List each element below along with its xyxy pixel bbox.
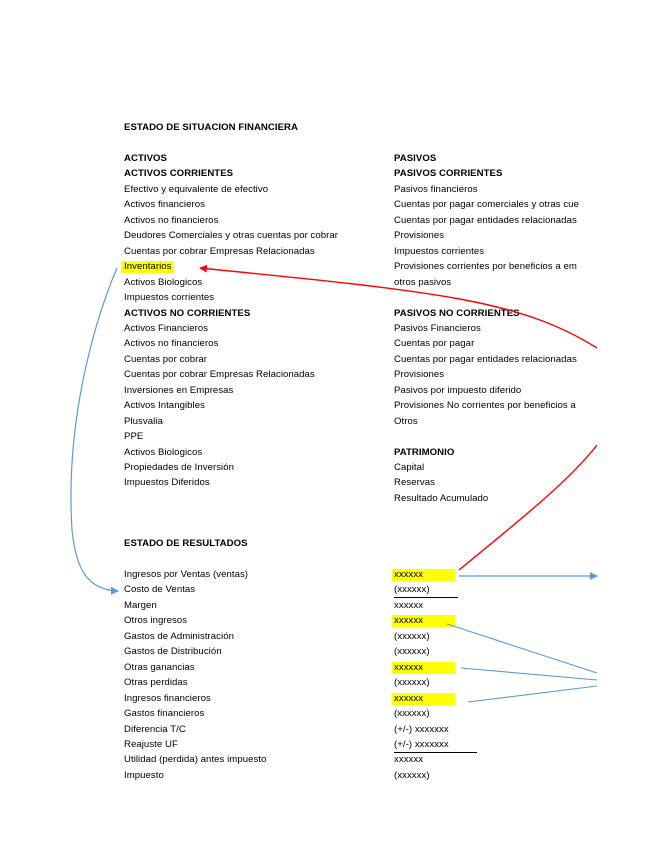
income-row-label: Costo de Ventas	[124, 584, 196, 596]
income-row-value: (+/-) xxxxxxx	[394, 723, 449, 735]
income-row-label: Reajuste UF	[124, 738, 178, 750]
asset-current-item: Activos financieros	[124, 199, 205, 211]
asset-noncurrent-item: PPE	[124, 431, 144, 443]
income-row-value: (xxxxxx)	[394, 769, 430, 781]
income-row-label: Otras ganancias	[124, 661, 195, 673]
equity-item: Reservas	[394, 477, 435, 489]
income-row-value: (+/-) xxxxxxx	[394, 739, 477, 753]
liabilities-noncurrent-heading: PASIVOS NO CORRIENTES	[394, 307, 520, 319]
asset-noncurrent-item: Cuentas por cobrar	[124, 353, 208, 365]
income-row-value: xxxxxx	[392, 569, 455, 581]
asset-current-item: Activos Biologicos	[124, 276, 203, 288]
equity-heading: PATRIMONIO	[394, 446, 455, 458]
liability-noncurrent-item: Cuentas por pagar	[394, 338, 475, 350]
assets-current-heading: ACTIVOS CORRIENTES	[124, 168, 234, 180]
asset-noncurrent-item: Plusvalia	[124, 415, 163, 427]
liability-noncurrent-item: Cuentas por pagar entidades relacionadas	[394, 353, 577, 365]
income-row-label: Otras perdidas	[124, 677, 188, 689]
inventarios-item: Inventarios	[121, 261, 174, 273]
liability-current-item: Provisiones corrientes por beneficios a em	[394, 261, 577, 273]
liability-current-item: Pasivos financieros	[394, 183, 478, 195]
equity-item: Capital	[394, 462, 425, 473]
assets-heading: ACTIVOS	[124, 153, 167, 164]
liability-noncurrent-item: Otros	[394, 415, 418, 427]
liability-noncurrent-item: Pasivos Financieros	[394, 322, 481, 334]
income-row-label: Gastos de Distribución	[124, 646, 222, 658]
income-row-value: xxxxxx	[392, 693, 455, 705]
asset-current-item: Activos no financieros	[124, 214, 219, 226]
liability-noncurrent-item: Pasivos por impuesto diferido	[394, 384, 522, 396]
income-row-value: (xxxxxx)	[394, 646, 430, 658]
asset-noncurrent-item: Activos Intangibles	[124, 400, 205, 412]
income-row-label: Gastos de Administración	[124, 630, 234, 642]
asset-noncurrent-item: Cuentas por cobrar Empresas Relacionadas	[124, 369, 315, 381]
liability-noncurrent-item: Provisiones No corrientes por beneficios a	[394, 400, 576, 412]
asset-noncurrent-item: Activos Financieros	[124, 322, 209, 334]
income-row-label: Gastos financieros	[124, 708, 205, 720]
asset-current-item: Impuestos corrientes	[124, 292, 215, 304]
asset-noncurrent-item: Impuestos Diferidos	[124, 477, 210, 489]
income-row-value: (xxxxxx)	[394, 630, 430, 642]
income-row-value: xxxxxx	[392, 662, 455, 674]
income-row-value: (xxxxxx)	[394, 708, 430, 720]
income-row-value: (xxxxxx)	[394, 677, 430, 689]
asset-current-item: Deudores Comerciales y otras cuentas por cobrar	[124, 230, 339, 242]
income-row-label: Margen	[124, 599, 157, 611]
income-row-value: xxxxxx	[394, 599, 424, 611]
liability-current-item: Cuentas por pagar entidades relacionadas	[394, 214, 577, 226]
liability-noncurrent-item: Provisiones	[394, 369, 445, 381]
asset-noncurrent-item: Activos Biologicos	[124, 446, 203, 458]
asset-current-item: Cuentas por cobrar Empresas Relacionadas	[124, 245, 315, 257]
income-title: ESTADO DE RESULTADOS	[124, 538, 248, 549]
liability-current-item: Cuentas por pagar comerciales y otras cue	[394, 199, 579, 211]
income-row-label: Ingresos financieros	[124, 692, 211, 704]
balance-title: ESTADO DE SITUACION FINANCIERA	[124, 122, 299, 133]
income-row-label: Utilidad (perdida) antes impuesto	[124, 754, 267, 766]
equity-item: Resultado Acumulado	[394, 492, 489, 504]
liability-current-item: otros pasivos	[394, 276, 452, 288]
income-row-label: Ingresos por Ventas (ventas)	[124, 569, 249, 580]
income-row-label: Otros ingresos	[124, 615, 188, 627]
liability-current-item: Impuestos corrientes	[394, 245, 485, 257]
asset-noncurrent-item: Activos no financieros	[124, 338, 219, 350]
liabilities-current-heading: PASIVOS CORRIENTES	[394, 168, 503, 180]
income-row-value: xxxxxx	[392, 615, 455, 627]
liability-current-item: Provisiones	[394, 230, 445, 242]
income-row-label: Diferencia T/C	[124, 723, 186, 735]
asset-noncurrent-item: Propiedades de Inversión	[124, 462, 235, 473]
income-row-value: (xxxxxx)	[394, 584, 458, 598]
asset-noncurrent-item: Inversiones en Empresas	[124, 384, 234, 396]
asset-current-item: Efectivo y equivalente de efectivo	[124, 183, 269, 195]
income-row-label: Impuesto	[124, 769, 164, 781]
assets-noncurrent-heading: ACTIVOS NO CORRIENTES	[124, 307, 251, 319]
income-row-value: xxxxxx	[394, 754, 424, 766]
liabilities-heading: PASIVOS	[394, 153, 437, 164]
